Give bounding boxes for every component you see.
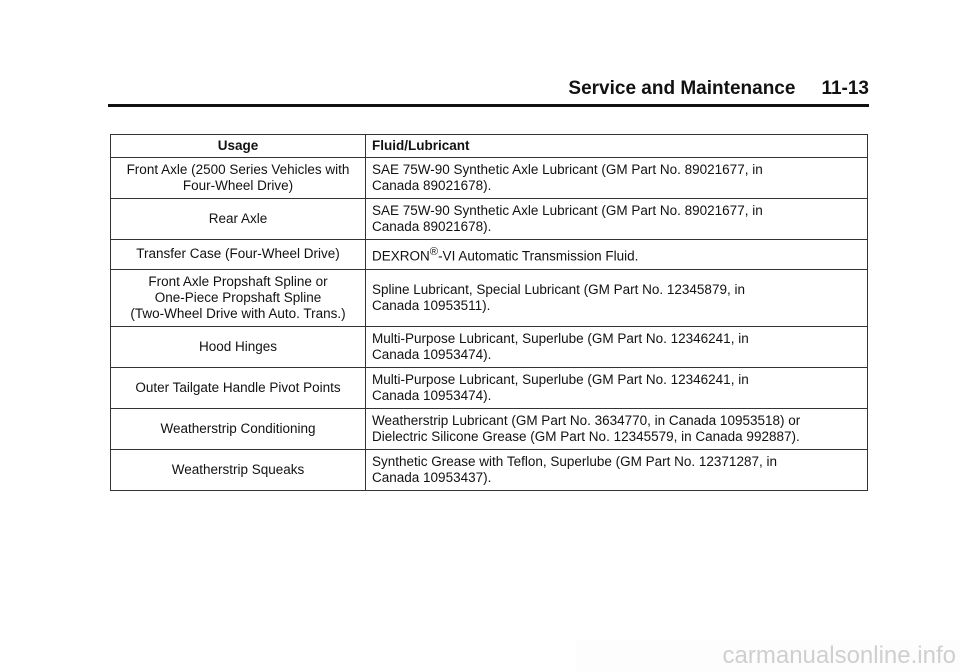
usage-text: One-Piece Propshaft Spline [154,289,322,305]
fluid-cell [366,367,868,408]
usage-cell [111,449,366,490]
table-row [111,449,868,490]
fluid-text: Multi-Purpose Lubricant, Superlube (GM Part No. 12346241, in [372,330,749,346]
usage-cell [111,326,366,367]
registered-mark: ® [429,246,439,258]
usage-text: Transfer Case (Four-Wheel Drive) [136,246,340,262]
fluid-text: Canada 10953437). [372,469,492,485]
fluid-text: Canada 10953511). [372,297,491,313]
fluid-text: SAE 75W-90 Synthetic Axle Lubricant (GM Part No. 89021677, in [372,162,763,177]
usage-text: (Two-Wheel Drive with Auto. Trans.) [130,305,346,321]
table-row [111,408,868,449]
page-number: 11-13 [821,78,869,99]
usage-text: Rear Axle [208,211,268,226]
table-row [111,367,868,408]
section-title: Service and Maintenance [568,78,796,99]
watermark: carmanualsonline.info [576,640,960,672]
fluid-cell [366,158,868,199]
usage-text: Front Axle Propshaft Spline or [148,273,328,289]
fluid-text: Dielectric Silicone Grease (GM Part No. 12345579, in Canada 992887). [372,428,800,444]
usage-text: Outer Tailgate Handle Pivot Points [135,379,341,395]
fluid-text: -VI Automatic Transmission Fluid. [438,248,639,264]
fluid-cell [366,326,868,367]
table-row [111,240,868,270]
table-row [111,269,868,326]
fluid-cell [366,269,868,326]
fluid-text: Canada 10953474). [372,387,492,403]
fluid-text: DEXRON [372,248,430,264]
fluid-text: Canada 89021678). [372,219,492,234]
fluid-text: Multi-Purpose Lubricant, Superlube (GM Part No. 12346241, in [372,371,749,387]
fluid-text: Canada 10953474). [372,346,492,362]
fluid-text: Canada 89021678). [372,178,492,193]
fluid-cell [366,240,868,270]
usage-cell [111,158,366,199]
table-row [111,326,868,367]
usage-text: Weatherstrip Squeaks [171,461,305,477]
usage-cell [111,240,366,270]
usage-cell [111,408,366,449]
table-header-row [111,135,868,158]
fluid-cell [366,449,868,490]
page-header [108,78,869,107]
table-row [111,199,868,240]
usage-cell [111,199,366,240]
usage-text: Weatherstrip Conditioning [160,420,316,436]
fluid-text: Weatherstrip Lubricant (GM Part No. 3634770, in Canada 10953518) or [372,412,801,428]
fluid-text: Spline Lubricant, Special Lubricant (GM Part No. 12345879, in [372,281,745,297]
fluid-cell [366,408,868,449]
table-row [111,158,868,199]
fluid-cell [366,199,868,240]
column-header-usage: Usage [111,135,366,158]
fluid-text: Synthetic Grease with Teflon, Superlube (GM Part No. 12371287, in [372,453,777,469]
usage-text: Hood Hinges [198,338,278,354]
usage-text: Four-Wheel Drive) [182,178,294,193]
column-header-fluid: Fluid/Lubricant [366,135,868,158]
fluid-text: SAE 75W-90 Synthetic Axle Lubricant (GM Part No. 89021677, in [372,203,763,218]
usage-cell [111,367,366,408]
lubricant-table [110,134,868,491]
usage-text: Front Axle (2500 Series Vehicles with [126,162,350,177]
usage-cell [111,269,366,326]
